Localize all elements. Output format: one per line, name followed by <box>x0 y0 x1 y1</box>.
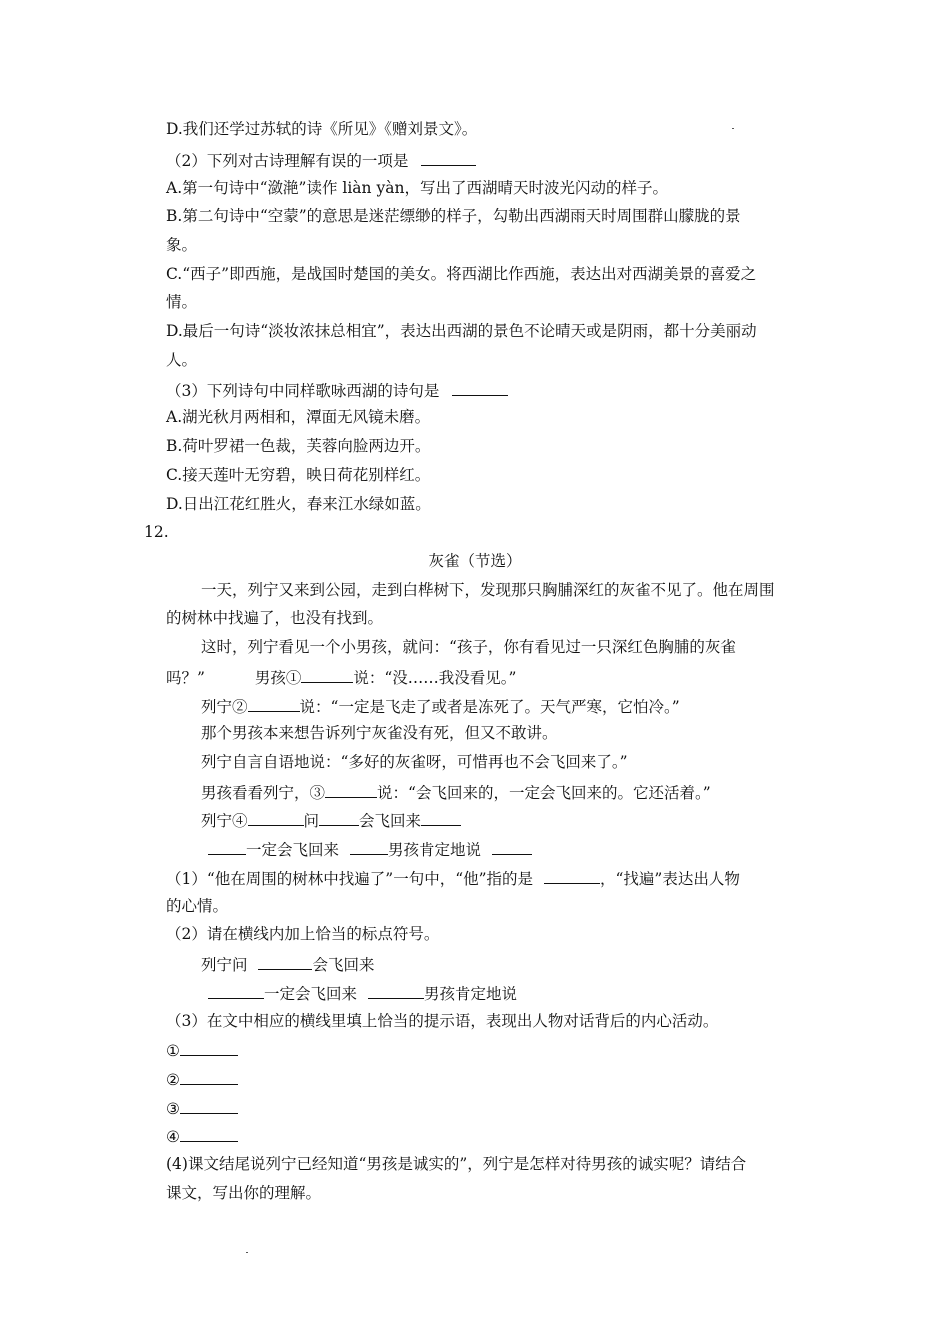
passage-title: 灰雀（节选） <box>428 552 522 570</box>
q12-sub4-prompt: (4)课文结尾说列宁已经知道“男孩是诚实的”，列宁是怎样对待男孩的诚实呢？请结合 <box>166 1155 747 1173</box>
q12-sub2-line-1: 列宁问 会飞回来 <box>201 953 374 975</box>
answer-blank[interactable] <box>421 149 476 166</box>
answer-blank-3[interactable] <box>325 781 377 798</box>
answer-blank[interactable] <box>180 1039 238 1056</box>
passage-paragraph-6: 男孩看看列宁，③ 说：“会飞回来的，一定会飞回来的。它还活着。” <box>201 781 711 803</box>
q12-sub4-prompt-cont: 课文，写出你的理解。 <box>166 1184 322 1202</box>
q11-sub2-prompt: （2）下列对古诗理解有误的一项是 <box>166 149 476 171</box>
passage-paragraph-2: 这时，列宁看见一个小男孩，就问：“孩子，你有看见过一只深红色胸脯的灰雀 <box>201 638 736 656</box>
q12-sub1-cont: 的心情。 <box>166 897 229 915</box>
q12-sub3-prompt: （3）在文中相应的横线里填上恰当的提示语，表现出人物对话背后的内心活动。 <box>166 1012 719 1030</box>
q12-sub2-prompt: （2）请在横线内加上恰当的标点符号。 <box>166 925 440 943</box>
q12-sub3-answer-2: ② <box>166 1068 238 1090</box>
answer-blank[interactable] <box>452 379 508 396</box>
punctuation-blank[interactable] <box>208 838 246 855</box>
scan-speck <box>246 1252 248 1253</box>
q12-sub2-line-2: 一定会飞回来 男孩肯定地说 <box>208 982 517 1004</box>
q11-sub2-option-c: C.“西子”即西施，是战国时楚国的美女。将西湖比作西施，表达出对西湖美景的喜爱之 <box>166 265 757 283</box>
answer-blank-1[interactable] <box>301 666 353 683</box>
q11-option-d: D.我们还学过苏轼的诗《所见》《赠刘景文》。 <box>166 120 478 138</box>
q11-sub3-prompt: （3）下列诗句中同样歌咏西湖的诗句是 <box>166 379 508 401</box>
passage-paragraph-4: 那个男孩本来想告诉列宁灰雀没有死，但又不敢讲。 <box>201 724 558 742</box>
q11-sub2-option-b-cont: 象。 <box>166 236 198 254</box>
punctuation-blank[interactable] <box>208 982 264 999</box>
q11-sub2-option-a: A.第一句诗中“潋滟”读作 liàn yàn，写出了西湖晴天时波光闪动的样子。 <box>166 179 668 197</box>
punctuation-blank[interactable] <box>319 809 359 826</box>
answer-blank[interactable] <box>180 1068 238 1085</box>
answer-blank-4[interactable] <box>248 809 304 826</box>
scan-speck <box>732 128 734 129</box>
q11-sub2-option-c-cont: 情。 <box>166 293 198 311</box>
passage-paragraph-3: 列宁② 说：“一定是飞走了或者是冻死了。天气严寒，它怕冷。” <box>201 695 680 717</box>
answer-blank[interactable] <box>544 867 600 884</box>
q11-sub3-option-c: C.接天莲叶无穷碧，映日荷花别样红。 <box>166 466 431 484</box>
q12-sub1: （1）“他在周围的树林中找遍了”一句中，“他”指的是 ，“找遍”表达出人物 <box>166 867 740 889</box>
answer-blank[interactable] <box>180 1125 238 1142</box>
q12-sub3-answer-4: ④ <box>166 1125 238 1147</box>
passage-paragraph-2-cont: 吗？” 男孩① 说：“没……我没看见。” <box>166 666 516 688</box>
punctuation-blank[interactable] <box>421 809 461 826</box>
passage-paragraph-1: 一天，列宁又来到公园，走到白桦树下，发现那只胸脯深红的灰雀不见了。他在周围 <box>201 581 775 599</box>
punctuation-blank[interactable] <box>492 838 532 855</box>
punctuation-blank[interactable] <box>368 982 424 999</box>
q12-sub3-answer-3: ③ <box>166 1097 238 1119</box>
answer-blank-2[interactable] <box>248 695 300 712</box>
passage-paragraph-8: 一定会飞回来 男孩肯定地说 <box>208 838 532 860</box>
punctuation-blank[interactable] <box>350 838 388 855</box>
question-number: 12. <box>144 523 169 541</box>
passage-paragraph-1-cont: 的树林中找遍了，也没有找到。 <box>166 609 384 627</box>
q12-sub3-answer-1: ① <box>166 1039 238 1061</box>
q11-sub3-option-b: B.荷叶罗裙一色裁，芙蓉向脸两边开。 <box>166 437 431 455</box>
q11-sub2-option-b: B.第二句诗中“空蒙”的意思是迷茫缥缈的样子，勾勒出西湖雨天时周围群山朦胧的景 <box>166 207 741 225</box>
answer-blank[interactable] <box>180 1097 238 1114</box>
q11-sub2-option-d-cont: 人。 <box>166 351 198 369</box>
q11-sub2-option-d: D.最后一句诗“淡妆浓抹总相宜”，表达出西湖的景色不论晴天或是阴雨，都十分美丽动 <box>166 322 757 340</box>
passage-paragraph-7: 列宁④ 问 会飞回来 <box>201 809 461 831</box>
punctuation-blank[interactable] <box>258 953 312 970</box>
q11-sub3-option-a: A.湖光秋月两相和，潭面无风镜未磨。 <box>166 408 431 426</box>
q11-sub3-option-d: D.日出江花红胜火，春来江水绿如蓝。 <box>166 495 431 513</box>
passage-paragraph-5: 列宁自言自语地说：“多好的灰雀呀，可惜再也不会飞回来了。” <box>201 753 628 771</box>
